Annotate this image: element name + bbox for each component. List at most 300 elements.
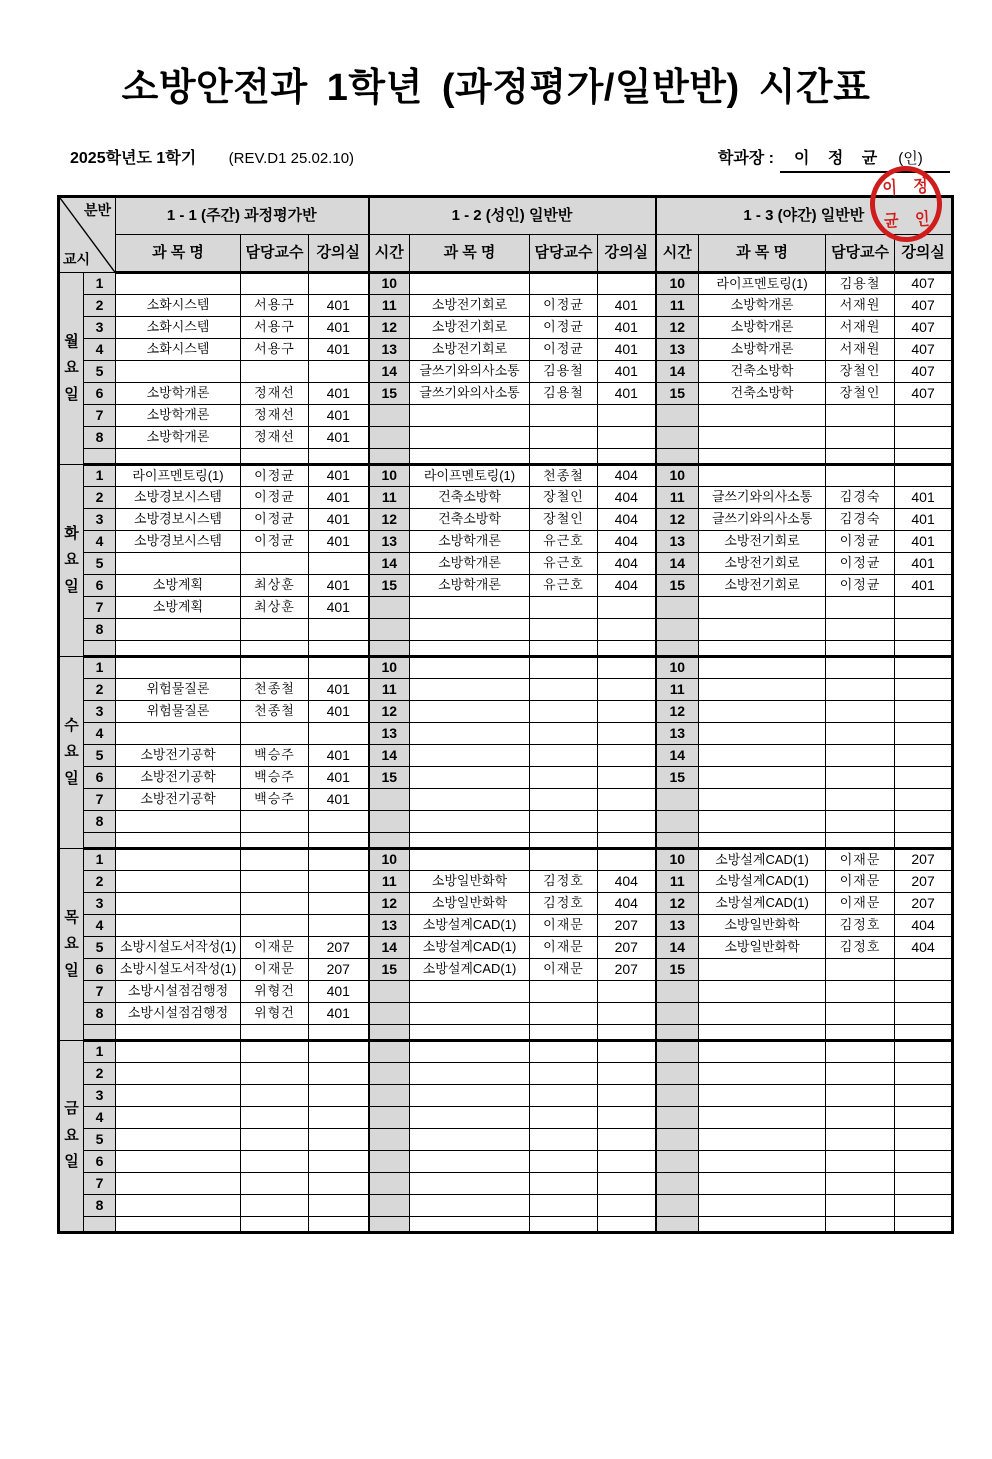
room-cell: 207 bbox=[598, 915, 656, 937]
room-cell: 407 bbox=[895, 295, 953, 317]
professor-cell bbox=[826, 981, 895, 1003]
room-cell: 207 bbox=[598, 937, 656, 959]
professor-cell: 이재문 bbox=[826, 893, 895, 915]
thursday-period-row-7 bbox=[59, 981, 953, 1003]
room-cell bbox=[895, 981, 953, 1003]
subject-cell bbox=[410, 273, 530, 295]
room-cell bbox=[309, 1217, 369, 1233]
tuesday-period-row-3 bbox=[59, 509, 953, 531]
subject-cell bbox=[699, 465, 826, 487]
subject-cell: 소방계획 bbox=[116, 575, 241, 597]
professor-cell bbox=[530, 745, 598, 767]
period-cell bbox=[84, 1217, 116, 1233]
professor-cell bbox=[826, 449, 895, 465]
professor-cell bbox=[530, 619, 598, 641]
time-cell: 13 bbox=[656, 339, 699, 361]
subject-cell bbox=[699, 959, 826, 981]
professor-cell bbox=[530, 701, 598, 723]
time-cell: 11 bbox=[369, 487, 410, 509]
professor-cell: 이정균 bbox=[530, 317, 598, 339]
subject-cell: 소방설계CAD(1) bbox=[410, 915, 530, 937]
period-cell: 7 bbox=[84, 597, 116, 619]
room-cell: 207 bbox=[895, 893, 953, 915]
professor-cell bbox=[530, 1025, 598, 1041]
subject-cell bbox=[699, 833, 826, 849]
group-header-1-3: 1 - 3 (야간) 일반반 bbox=[656, 197, 953, 235]
subject-cell: 건축소방학 bbox=[410, 509, 530, 531]
time-cell: 11 bbox=[369, 295, 410, 317]
subject-cell bbox=[116, 1107, 241, 1129]
col-header-professor: 담당교수 bbox=[826, 235, 895, 273]
subject-cell bbox=[699, 981, 826, 1003]
professor-cell bbox=[826, 465, 895, 487]
professor-cell bbox=[530, 1217, 598, 1233]
professor-cell bbox=[530, 1041, 598, 1063]
thursday-period-row-1 bbox=[59, 849, 953, 871]
room-cell: 401 bbox=[309, 679, 369, 701]
subject-cell bbox=[116, 1173, 241, 1195]
period-cell: 4 bbox=[84, 723, 116, 745]
timetable bbox=[57, 195, 954, 1234]
room-cell: 401 bbox=[309, 405, 369, 427]
room-cell: 404 bbox=[598, 893, 656, 915]
time-cell: 10 bbox=[656, 465, 699, 487]
room-cell: 401 bbox=[895, 487, 953, 509]
room-cell: 207 bbox=[895, 871, 953, 893]
professor-cell bbox=[530, 679, 598, 701]
professor-cell bbox=[241, 849, 309, 871]
period-cell: 6 bbox=[84, 575, 116, 597]
col-header-professor: 담당교수 bbox=[530, 235, 598, 273]
period-cell: 5 bbox=[84, 1129, 116, 1151]
period-cell: 3 bbox=[84, 317, 116, 339]
signature-line bbox=[780, 145, 950, 173]
time-cell: 13 bbox=[369, 915, 410, 937]
subject-cell: 소방학개론 bbox=[699, 317, 826, 339]
time-cell bbox=[656, 641, 699, 657]
subject-cell: 소방전기회로 bbox=[699, 553, 826, 575]
time-cell bbox=[369, 1041, 410, 1063]
room-cell bbox=[309, 449, 369, 465]
time-cell: 15 bbox=[369, 383, 410, 405]
monday-period-row-8 bbox=[59, 427, 953, 449]
professor-cell: 이재문 bbox=[530, 915, 598, 937]
room-cell bbox=[895, 679, 953, 701]
time-cell bbox=[369, 1129, 410, 1151]
subject-cell bbox=[699, 405, 826, 427]
subject-cell: 소방경보시스템 bbox=[116, 509, 241, 531]
professor-cell bbox=[826, 767, 895, 789]
col-header-time: 시간 bbox=[656, 235, 699, 273]
room-cell bbox=[309, 871, 369, 893]
subject-cell bbox=[116, 723, 241, 745]
room-cell bbox=[895, 657, 953, 679]
professor-cell bbox=[826, 1195, 895, 1217]
professor-cell bbox=[530, 597, 598, 619]
subject-cell: 소방학개론 bbox=[116, 427, 241, 449]
room-cell bbox=[895, 1085, 953, 1107]
room-cell bbox=[309, 361, 369, 383]
subject-cell bbox=[699, 1107, 826, 1129]
room-cell bbox=[309, 1107, 369, 1129]
professor-cell bbox=[530, 1173, 598, 1195]
period-cell: 4 bbox=[84, 915, 116, 937]
room-cell: 407 bbox=[895, 273, 953, 295]
room-cell: 404 bbox=[895, 937, 953, 959]
subject-cell: 소방시설점검행정 bbox=[116, 981, 241, 1003]
period-cell: 3 bbox=[84, 1085, 116, 1107]
subject-cell bbox=[410, 597, 530, 619]
room-cell bbox=[309, 723, 369, 745]
professor-cell bbox=[241, 1063, 309, 1085]
subject-cell bbox=[699, 1041, 826, 1063]
time-cell: 15 bbox=[656, 383, 699, 405]
period-cell: 6 bbox=[84, 383, 116, 405]
time-cell: 15 bbox=[369, 575, 410, 597]
professor-cell: 이정균 bbox=[826, 575, 895, 597]
room-cell: 404 bbox=[598, 871, 656, 893]
subject-cell: 위험물질론 bbox=[116, 701, 241, 723]
subheader bbox=[70, 145, 950, 173]
professor-cell: 이재문 bbox=[241, 959, 309, 981]
room-cell: 401 bbox=[895, 575, 953, 597]
subject-cell bbox=[410, 789, 530, 811]
subject-cell: 소방설계CAD(1) bbox=[699, 849, 826, 871]
subject-cell: 소방전기회로 bbox=[699, 531, 826, 553]
subject-cell bbox=[116, 915, 241, 937]
subject-cell: 라이프멘토링(1) bbox=[116, 465, 241, 487]
subject-cell bbox=[116, 449, 241, 465]
time-cell: 12 bbox=[369, 317, 410, 339]
time-cell: 15 bbox=[369, 959, 410, 981]
room-cell: 401 bbox=[895, 509, 953, 531]
room-cell bbox=[598, 405, 656, 427]
time-cell: 14 bbox=[369, 745, 410, 767]
subject-cell: 소방전기회로 bbox=[410, 339, 530, 361]
seal-placeholder-text: (인) bbox=[898, 150, 923, 167]
professor-cell bbox=[826, 1041, 895, 1063]
period-cell: 6 bbox=[84, 959, 116, 981]
subject-cell bbox=[410, 1107, 530, 1129]
room-cell bbox=[309, 1041, 369, 1063]
subject-cell bbox=[116, 1217, 241, 1233]
professor-cell bbox=[241, 553, 309, 575]
period-cell: 6 bbox=[84, 767, 116, 789]
professor-cell: 정재선 bbox=[241, 427, 309, 449]
professor-cell bbox=[530, 405, 598, 427]
room-cell: 407 bbox=[895, 317, 953, 339]
professor-cell: 이재문 bbox=[826, 871, 895, 893]
time-cell: 14 bbox=[656, 361, 699, 383]
room-cell bbox=[309, 1063, 369, 1085]
wednesday-period-row-5 bbox=[59, 745, 953, 767]
period-cell: 7 bbox=[84, 1173, 116, 1195]
subject-cell bbox=[410, 1085, 530, 1107]
professor-cell: 김용철 bbox=[826, 273, 895, 295]
time-cell: 10 bbox=[656, 273, 699, 295]
professor-cell bbox=[530, 849, 598, 871]
subject-cell bbox=[410, 811, 530, 833]
time-cell: 15 bbox=[656, 959, 699, 981]
professor-cell: 백승주 bbox=[241, 789, 309, 811]
professor-cell: 김경숙 bbox=[826, 487, 895, 509]
subject-cell bbox=[699, 745, 826, 767]
monday-period-row-6 bbox=[59, 383, 953, 405]
subject-cell: 글쓰기와의사소통 bbox=[699, 487, 826, 509]
subject-cell bbox=[410, 449, 530, 465]
tuesday-period-row-8 bbox=[59, 619, 953, 641]
time-cell bbox=[656, 1003, 699, 1025]
subject-cell bbox=[410, 427, 530, 449]
time-cell bbox=[369, 427, 410, 449]
subject-cell: 소방일반화학 bbox=[410, 871, 530, 893]
professor-cell bbox=[826, 959, 895, 981]
subject-cell: 소방시설점검행정 bbox=[116, 1003, 241, 1025]
time-cell bbox=[369, 811, 410, 833]
subject-cell bbox=[699, 1085, 826, 1107]
professor-cell: 서용구 bbox=[241, 317, 309, 339]
room-cell bbox=[895, 1063, 953, 1085]
col-header-subject: 과 목 명 bbox=[410, 235, 530, 273]
room-cell bbox=[895, 641, 953, 657]
time-cell bbox=[656, 833, 699, 849]
subject-cell bbox=[410, 1195, 530, 1217]
time-cell bbox=[656, 1217, 699, 1233]
room-cell: 401 bbox=[309, 487, 369, 509]
monday-period-row-1 bbox=[59, 273, 953, 295]
time-cell: 14 bbox=[369, 553, 410, 575]
professor-cell bbox=[241, 915, 309, 937]
professor-cell: 이정균 bbox=[530, 339, 598, 361]
room-cell bbox=[895, 833, 953, 849]
subject-cell bbox=[699, 597, 826, 619]
room-cell: 401 bbox=[309, 1003, 369, 1025]
professor-cell: 김정호 bbox=[530, 893, 598, 915]
period-cell: 5 bbox=[84, 553, 116, 575]
room-cell: 401 bbox=[309, 789, 369, 811]
tuesday-period-row-2 bbox=[59, 487, 953, 509]
subject-cell: 소방계획 bbox=[116, 597, 241, 619]
room-cell bbox=[895, 745, 953, 767]
friday-spacer-row bbox=[59, 1217, 953, 1233]
thursday-period-row-5 bbox=[59, 937, 953, 959]
room-cell bbox=[895, 1173, 953, 1195]
subject-cell bbox=[699, 701, 826, 723]
professor-cell: 이재문 bbox=[241, 937, 309, 959]
room-cell bbox=[895, 465, 953, 487]
professor-cell: 천종철 bbox=[241, 701, 309, 723]
subject-cell bbox=[410, 723, 530, 745]
room-cell bbox=[598, 981, 656, 1003]
professor-cell bbox=[241, 1195, 309, 1217]
room-cell bbox=[598, 1041, 656, 1063]
professor-cell bbox=[826, 1063, 895, 1085]
room-cell bbox=[598, 701, 656, 723]
subject-cell: 건축소방학 bbox=[699, 361, 826, 383]
period-cell: 2 bbox=[84, 871, 116, 893]
room-cell bbox=[598, 833, 656, 849]
subject-cell: 소방설계CAD(1) bbox=[410, 937, 530, 959]
period-cell: 3 bbox=[84, 509, 116, 531]
wednesday-spacer-row bbox=[59, 833, 953, 849]
subject-cell bbox=[699, 449, 826, 465]
professor-cell bbox=[241, 871, 309, 893]
professor-cell bbox=[530, 789, 598, 811]
subject-cell: 소방일반화학 bbox=[699, 937, 826, 959]
subject-cell bbox=[116, 1195, 241, 1217]
thursday-period-row-2 bbox=[59, 871, 953, 893]
subject-cell bbox=[116, 833, 241, 849]
professor-cell: 천종철 bbox=[241, 679, 309, 701]
room-cell: 401 bbox=[309, 767, 369, 789]
time-cell bbox=[656, 1063, 699, 1085]
col-header-room: 강의실 bbox=[895, 235, 953, 273]
professor-cell: 이정균 bbox=[241, 531, 309, 553]
professor-cell bbox=[826, 1217, 895, 1233]
professor-cell bbox=[530, 641, 598, 657]
time-cell bbox=[369, 1063, 410, 1085]
subject-cell bbox=[116, 893, 241, 915]
period-cell: 2 bbox=[84, 679, 116, 701]
time-cell bbox=[369, 1107, 410, 1129]
thursday-period-row-4 bbox=[59, 915, 953, 937]
time-cell bbox=[369, 597, 410, 619]
time-cell: 12 bbox=[656, 893, 699, 915]
professor-cell bbox=[241, 1129, 309, 1151]
time-cell: 14 bbox=[656, 745, 699, 767]
room-cell bbox=[598, 427, 656, 449]
time-cell: 10 bbox=[656, 657, 699, 679]
time-cell bbox=[369, 1217, 410, 1233]
subject-cell bbox=[116, 1041, 241, 1063]
subject-cell bbox=[116, 1085, 241, 1107]
subject-cell bbox=[410, 679, 530, 701]
subject-cell: 글쓰기와의사소통 bbox=[699, 509, 826, 531]
subject-cell: 소방경보시스템 bbox=[116, 487, 241, 509]
room-cell bbox=[598, 273, 656, 295]
time-cell bbox=[656, 811, 699, 833]
time-cell: 10 bbox=[369, 849, 410, 871]
room-cell bbox=[895, 1151, 953, 1173]
monday-period-row-3 bbox=[59, 317, 953, 339]
friday-period-row-6 bbox=[59, 1151, 953, 1173]
professor-cell bbox=[826, 745, 895, 767]
time-cell bbox=[369, 1173, 410, 1195]
professor-cell bbox=[530, 1195, 598, 1217]
timetable-body bbox=[59, 273, 953, 1233]
subject-cell bbox=[410, 1025, 530, 1041]
time-cell bbox=[656, 1041, 699, 1063]
professor-cell: 김경숙 bbox=[826, 509, 895, 531]
room-cell bbox=[598, 449, 656, 465]
col-header-subject: 과 목 명 bbox=[116, 235, 241, 273]
monday-spacer-row bbox=[59, 449, 953, 465]
subject-cell: 소방시설도서작성(1) bbox=[116, 937, 241, 959]
professor-cell: 백승주 bbox=[241, 745, 309, 767]
room-cell bbox=[309, 1195, 369, 1217]
professor-cell: 이정균 bbox=[241, 465, 309, 487]
time-cell: 15 bbox=[369, 767, 410, 789]
room-cell bbox=[309, 273, 369, 295]
subject-cell bbox=[410, 1217, 530, 1233]
subject-cell bbox=[699, 1151, 826, 1173]
time-cell bbox=[369, 1195, 410, 1217]
period-cell: 3 bbox=[84, 893, 116, 915]
time-cell bbox=[656, 405, 699, 427]
wednesday-period-row-1 bbox=[59, 657, 953, 679]
subject-cell bbox=[410, 767, 530, 789]
subject-cell bbox=[699, 679, 826, 701]
col-header-subject: 과 목 명 bbox=[699, 235, 826, 273]
day-label-tuesday: 화 요 일 bbox=[59, 465, 84, 657]
subject-cell: 소방설계CAD(1) bbox=[699, 893, 826, 915]
seal-char: 균 bbox=[883, 211, 900, 232]
group-header-1-2: 1 - 2 (성인) 일반반 bbox=[369, 197, 656, 235]
room-cell bbox=[895, 405, 953, 427]
period-cell: 7 bbox=[84, 789, 116, 811]
room-cell bbox=[895, 1107, 953, 1129]
period-cell: 6 bbox=[84, 1151, 116, 1173]
time-cell bbox=[656, 427, 699, 449]
subject-cell: 소방학개론 bbox=[116, 383, 241, 405]
tuesday-period-row-6 bbox=[59, 575, 953, 597]
time-cell bbox=[656, 789, 699, 811]
room-cell bbox=[598, 789, 656, 811]
subject-cell bbox=[699, 1173, 826, 1195]
subject-cell bbox=[699, 1003, 826, 1025]
chair-name: 이 정 균 bbox=[794, 150, 885, 167]
time-cell bbox=[656, 1129, 699, 1151]
time-cell bbox=[369, 449, 410, 465]
thursday-spacer-row bbox=[59, 1025, 953, 1041]
room-cell bbox=[895, 1041, 953, 1063]
friday-period-row-5 bbox=[59, 1129, 953, 1151]
subject-cell: 소화시스템 bbox=[116, 339, 241, 361]
time-cell bbox=[656, 1025, 699, 1041]
room-cell: 207 bbox=[598, 959, 656, 981]
professor-cell: 위형건 bbox=[241, 981, 309, 1003]
time-cell bbox=[369, 641, 410, 657]
room-cell bbox=[309, 1151, 369, 1173]
period-cell: 1 bbox=[84, 465, 116, 487]
room-cell: 404 bbox=[598, 531, 656, 553]
room-cell bbox=[895, 1195, 953, 1217]
period-cell: 1 bbox=[84, 273, 116, 295]
professor-cell: 장철인 bbox=[530, 509, 598, 531]
room-cell bbox=[895, 449, 953, 465]
wednesday-period-row-4 bbox=[59, 723, 953, 745]
period-cell: 8 bbox=[84, 427, 116, 449]
time-cell: 13 bbox=[369, 723, 410, 745]
subject-cell bbox=[116, 657, 241, 679]
group-header-1-1: 1 - 1 (주간) 과정평가반 bbox=[116, 197, 369, 235]
professor-cell bbox=[530, 833, 598, 849]
subject-cell bbox=[116, 849, 241, 871]
professor-cell: 김정호 bbox=[826, 937, 895, 959]
professor-cell bbox=[826, 657, 895, 679]
time-cell: 13 bbox=[656, 723, 699, 745]
professor-cell: 유근호 bbox=[530, 531, 598, 553]
room-cell: 401 bbox=[309, 575, 369, 597]
room-cell bbox=[598, 811, 656, 833]
professor-cell: 서재원 bbox=[826, 339, 895, 361]
subject-cell bbox=[410, 981, 530, 1003]
friday-period-row-4 bbox=[59, 1107, 953, 1129]
time-cell: 12 bbox=[369, 509, 410, 531]
professor-cell bbox=[826, 679, 895, 701]
day-label-wednesday: 수 요 일 bbox=[59, 657, 84, 849]
room-cell: 401 bbox=[309, 597, 369, 619]
